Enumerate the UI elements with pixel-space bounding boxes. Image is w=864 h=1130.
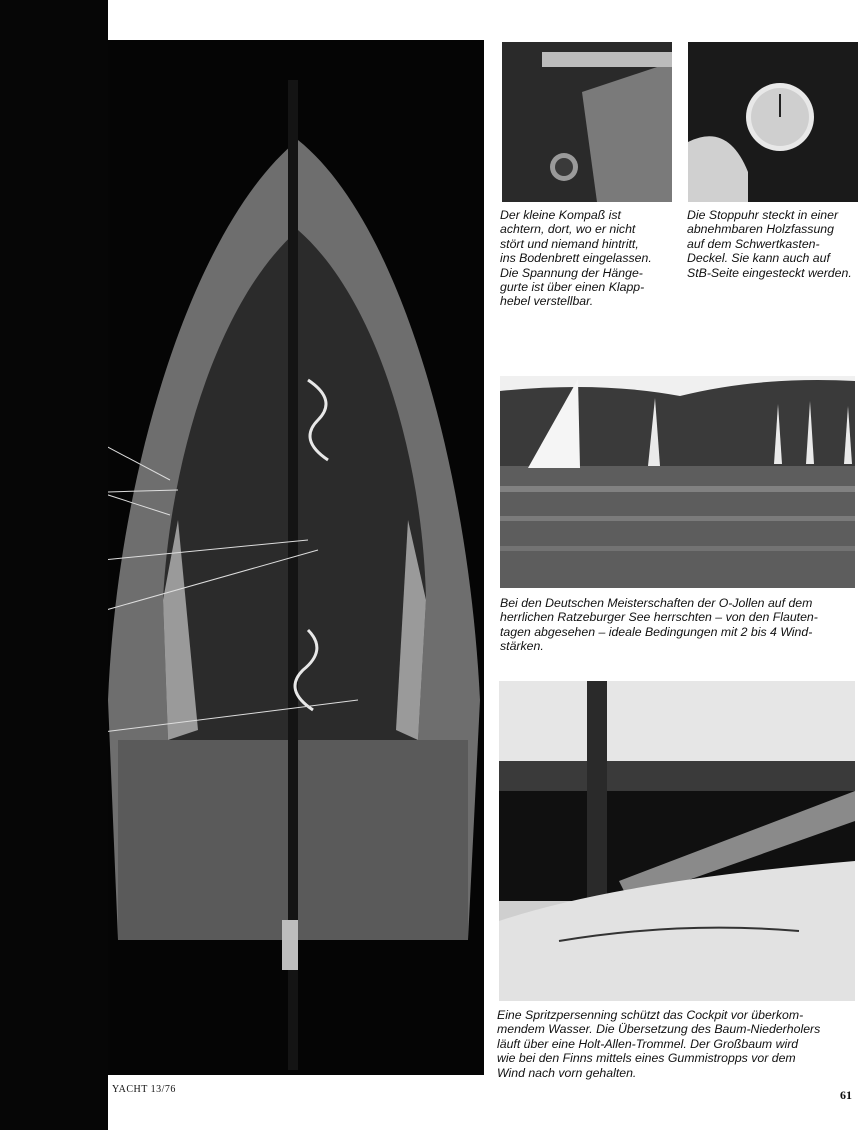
stopwatch-photo <box>688 42 858 202</box>
compass-caption: Der kleine Kompaß ist achtern, dort, wo er nicht stört und niemand hintritt, ins Bodenbrett eingelassen. Die Spannung der Hänge- gurte ist über einen Klapp- hebel verstellbar. <box>500 208 652 309</box>
regatta-caption: Bei den Deutschen Meisterschaften der O-Jollen auf dem herrlichen Ratzeburger See herrschten – von den Flauten- tagen abgesehen – ideale Bedingungen mit 2 bis 4 Wind- stärken. <box>500 596 818 654</box>
stopwatch-caption: Die Stoppuhr steckt in einer abnehmbaren Holzfassung auf dem Schwertkasten- Deckel. Sie kann auch auf StB-Seite eingesteckt werden. <box>687 208 852 280</box>
magazine-issue: YACHT 13/76 <box>112 1084 176 1095</box>
page-number: 61 <box>840 1088 852 1102</box>
cockpit-photo <box>499 681 855 1001</box>
regatta-photo <box>500 376 855 588</box>
compass-photo <box>502 42 672 202</box>
left-margin-dark <box>0 0 108 1130</box>
boat-topdown-photo <box>108 40 484 1075</box>
cockpit-caption: Eine Spritzpersenning schützt das Cockpit vor überkom- mendem Wasser. Die Übersetzung des Baum-Niederholers läuft über eine Holt-Allen-Trommel. Der Großbaum wird wie bei den Finns mittels eines Gummistropps vor dem Wind nach vorn gehalten. <box>497 1008 821 1080</box>
